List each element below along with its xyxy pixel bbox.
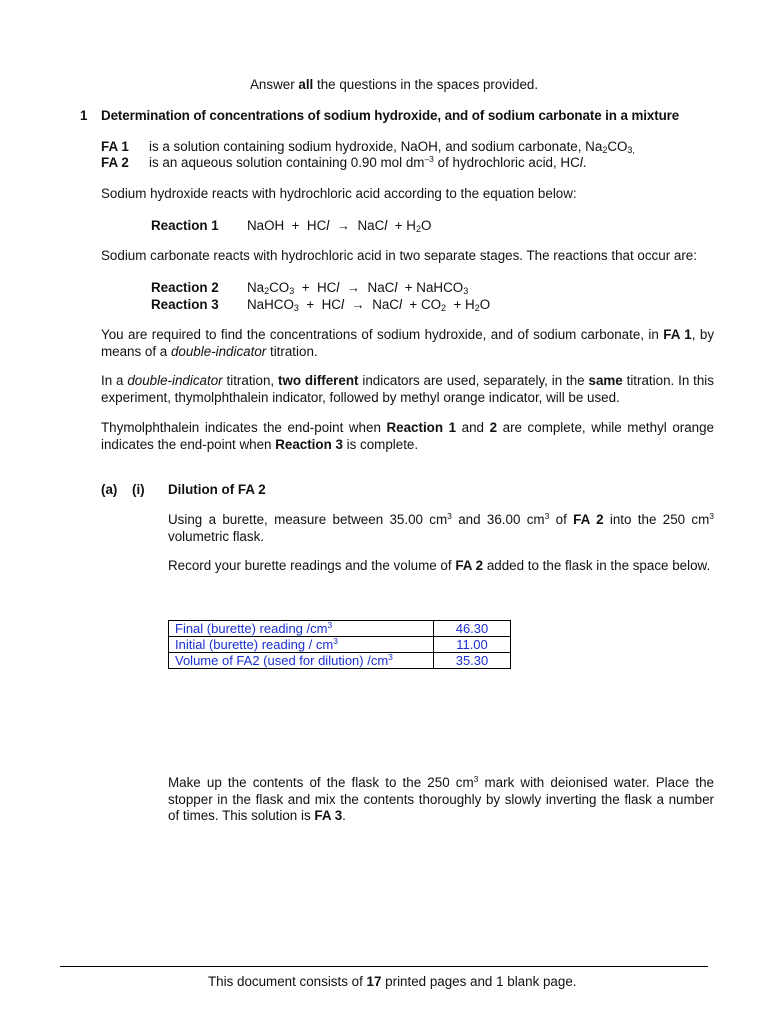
row-sup: 3 <box>333 636 338 646</box>
di-text3: indicators are used, separately, in the <box>358 373 589 388</box>
row-label: Initial (burette) reading / cm <box>175 637 334 652</box>
fa1-text2: CO <box>607 139 628 154</box>
instruction-line <box>250 77 538 92</box>
table-cell-label <box>169 653 434 669</box>
required-text: You are required to find the concentrations of sodium hydroxide, and of sodium carbonate, in <box>101 327 664 342</box>
mk-text2: mark with deionised water. Place the stopper in the flask and mix the contents thoroughly by slowly inverting the flask a number of times. This solution is <box>168 775 714 823</box>
bu-text5: volumetric flask. <box>168 528 264 544</box>
endpoint-paragraph <box>101 420 714 453</box>
table-cell-label <box>169 621 434 637</box>
ep-text1: Thymolphthalein indicates the end-point when <box>101 420 387 435</box>
instruction-bold: all <box>298 77 314 92</box>
carbonate-intro: Sodium carbonate reacts with hydrochloric acid in two separate stages. The reactions that occur are: <box>101 248 697 263</box>
fa2-sup: –3 <box>424 154 434 164</box>
footer-text <box>208 974 577 989</box>
bu-text1: Using a burette, measure between 35.00 cm <box>168 512 448 527</box>
question-number: 1 <box>80 108 88 123</box>
table-row <box>169 653 511 669</box>
ep-text2: and <box>456 420 490 435</box>
fa2-end: . <box>582 155 587 170</box>
fa1-label: FA 1 <box>101 139 129 154</box>
fa1-description <box>149 139 635 154</box>
rec-text2: added to the flask in the space below. <box>483 558 711 573</box>
reaction3-equation: NaHCO$_3$ + HCl → NaCl + $CO_2 + H_2O$ <box>247 297 491 313</box>
bu-text4: into the 250 cm <box>603 512 710 527</box>
required-italic: double-indicator <box>170 343 267 359</box>
ep-bold3: Reaction 3 <box>275 436 343 452</box>
row-label: Final (burette) reading /cm <box>175 621 328 636</box>
double-indicator-paragraph <box>101 373 714 406</box>
table-cell-value: 46.30 <box>434 621 511 637</box>
fa2-description <box>149 155 587 170</box>
fa2-italic: l <box>579 155 583 170</box>
fa1-sub2: 3, <box>627 145 635 155</box>
di-text1: In a <box>101 373 128 388</box>
question-title: Determination of concentrations of sodium hydroxide, and of sodium carbonate in a mixture <box>101 108 680 123</box>
reaction2-equation: $Na_2CO_3$ + HCl → NaCl + NaHCO$_3$ <box>247 280 469 296</box>
bu-text3: of <box>549 512 574 527</box>
reaction2-label: Reaction 2 <box>151 280 219 295</box>
fa1-text: is a solution containing sodium hydroxide, NaOH, and sodium carbonate, Na <box>149 139 603 154</box>
ep-text3: are complete, while methyl orange indicates the end-point when <box>101 420 715 452</box>
burette-paragraph <box>168 512 714 545</box>
di-italic: double-indicator <box>127 373 223 388</box>
bu-sup3: 3 <box>709 511 714 521</box>
ep-bold2: 2 <box>489 420 498 435</box>
reaction1-equation: NaOH + HCl → NaCl + $H_2O$ <box>247 218 432 234</box>
ep-bold1: Reaction 1 <box>386 420 457 435</box>
required-text3: titration. <box>266 343 318 359</box>
mk-text3: . <box>342 808 346 823</box>
fa2-label: FA 2 <box>101 155 129 170</box>
row-label: Volume of FA2 (used for dilution) /cm <box>175 653 389 668</box>
table-cell-label <box>169 637 434 653</box>
di-text2: titration, <box>222 373 278 388</box>
fa2-text: is an aqueous solution containing 0.90 mol dm <box>149 155 425 170</box>
rec-bold: FA 2 <box>455 558 484 573</box>
footer-divider <box>60 966 708 967</box>
required-paragraph <box>101 327 714 360</box>
di-bold2: same <box>588 373 623 388</box>
ft-text2: printed pages and 1 blank page. <box>381 974 577 989</box>
makeup-paragraph <box>168 775 714 825</box>
part-a-sub-label: (i) <box>132 482 145 497</box>
di-text4: titration. In this experiment, thymolphthalein indicator, followed by methyl orange indicator, will be used. <box>101 373 714 405</box>
row-sup: 3 <box>327 620 333 630</box>
di-bold1: two different <box>278 373 359 388</box>
ft-text1: This document consists of <box>208 974 367 989</box>
instruction-text-end: the questions in the spaces provided. <box>313 77 539 92</box>
table-row <box>169 637 511 653</box>
rec-text1: Record your burette readings and the volume of <box>168 558 456 573</box>
mk-text1: Make up the contents of the flask to the 250 cm <box>168 775 474 790</box>
reaction1-label: Reaction 1 <box>151 218 219 233</box>
table-cell-value: 35.30 <box>434 653 511 669</box>
table-cell-value: 11.00 <box>434 637 511 653</box>
instruction-text: Answer <box>250 77 299 92</box>
part-a-heading: Dilution of FA 2 <box>168 482 266 497</box>
reaction3-label: Reaction 3 <box>151 297 219 312</box>
record-paragraph <box>168 558 714 575</box>
part-a-label: (a) <box>101 482 118 497</box>
required-text2: , by means of a <box>101 327 715 359</box>
table-row <box>169 621 511 637</box>
bu-sup2: 3 <box>544 511 550 521</box>
burette-readings-table <box>168 620 511 669</box>
ep-text4: is complete. <box>342 436 419 452</box>
mk-sup: 3 <box>473 774 479 784</box>
row-sup: 3 <box>388 652 393 662</box>
fa2-text2: of hydrochloric acid, HC <box>433 155 580 170</box>
bu-text2: and 36.00 cm <box>451 512 545 527</box>
required-bold: FA 1 <box>663 327 692 342</box>
mk-bold: FA 3 <box>314 808 343 823</box>
naoh-intro: Sodium hydroxide reacts with hydrochloric acid according to the equation below: <box>101 186 577 201</box>
bu-bold: FA 2 <box>573 512 604 527</box>
ft-bold: 17 <box>366 974 382 989</box>
fa1-sub: 2 <box>602 145 608 155</box>
bu-sup1: 3 <box>447 511 452 521</box>
